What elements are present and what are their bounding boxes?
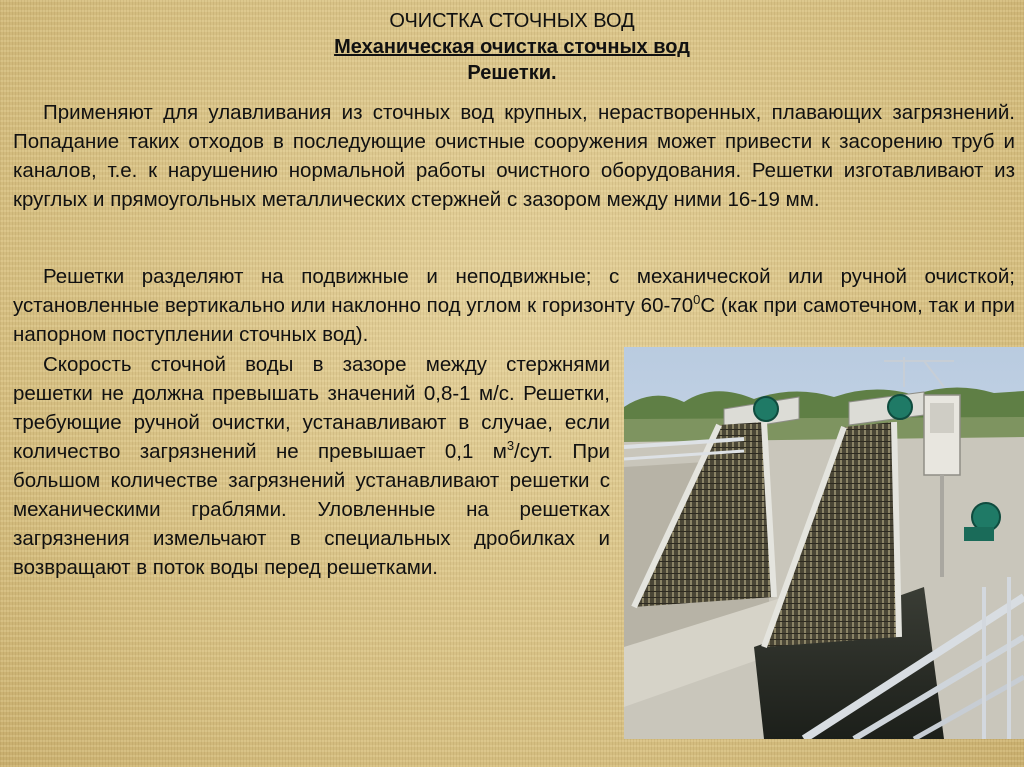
degree-superscript: 0 [693,292,701,308]
slide-title: ОЧИСТКА СТОЧНЫХ ВОД [389,10,635,32]
paragraph-purpose: Применяют для улавливания из сточных вод крупных, нерастворенных, плавающих загрязнений. Попадание таких отходов в последующие очистные сооружения может привести к засорению труб и каналов, т.е. к нарушению нормальной работы очистного оборудования. Решетки изготавливают из круглых и прямоугольных металлических стержней с зазором между ними 16-19 мм. [13,101,1015,211]
heading-block [0,8,1024,86]
bar-screen-photo-illustration [624,347,1024,739]
paragraph-types-text: Решетки разделяют на подвижные и неподвижные; с механической или ручной очисткой; установленные вертикально или наклонно под углом к горизонту 60-70 [13,265,1015,317]
cubic-superscript: 3 [506,438,515,454]
slide-subtitle: Механическая очистка сточных вод [334,36,690,58]
screen-photo [624,347,1024,739]
paragraph-types [13,262,1015,349]
section-title: Решетки. [467,62,557,84]
paragraph-velocity [13,350,610,582]
paragraph-velocity-text: Скорость сточной воды в зазоре между стержнями решетки не должна превышать значений 0,8-1 м/с. Решетки, требующие ручной очистки, устанавливают в случае, если количество загрязнений не превышает 0,1 м [13,353,610,463]
paragraph-types-tail: С (как при самотечном, так и при напорном поступлении сточных вод). [13,294,1015,346]
paragraph-velocity-tail: /сут. При большом количестве загрязнений устанавливают решетки с механическими граблями. Уловленные на решетках загрязнения измельчают в специальных дробилках и возвращают в поток воды перед решетками. [13,440,610,579]
